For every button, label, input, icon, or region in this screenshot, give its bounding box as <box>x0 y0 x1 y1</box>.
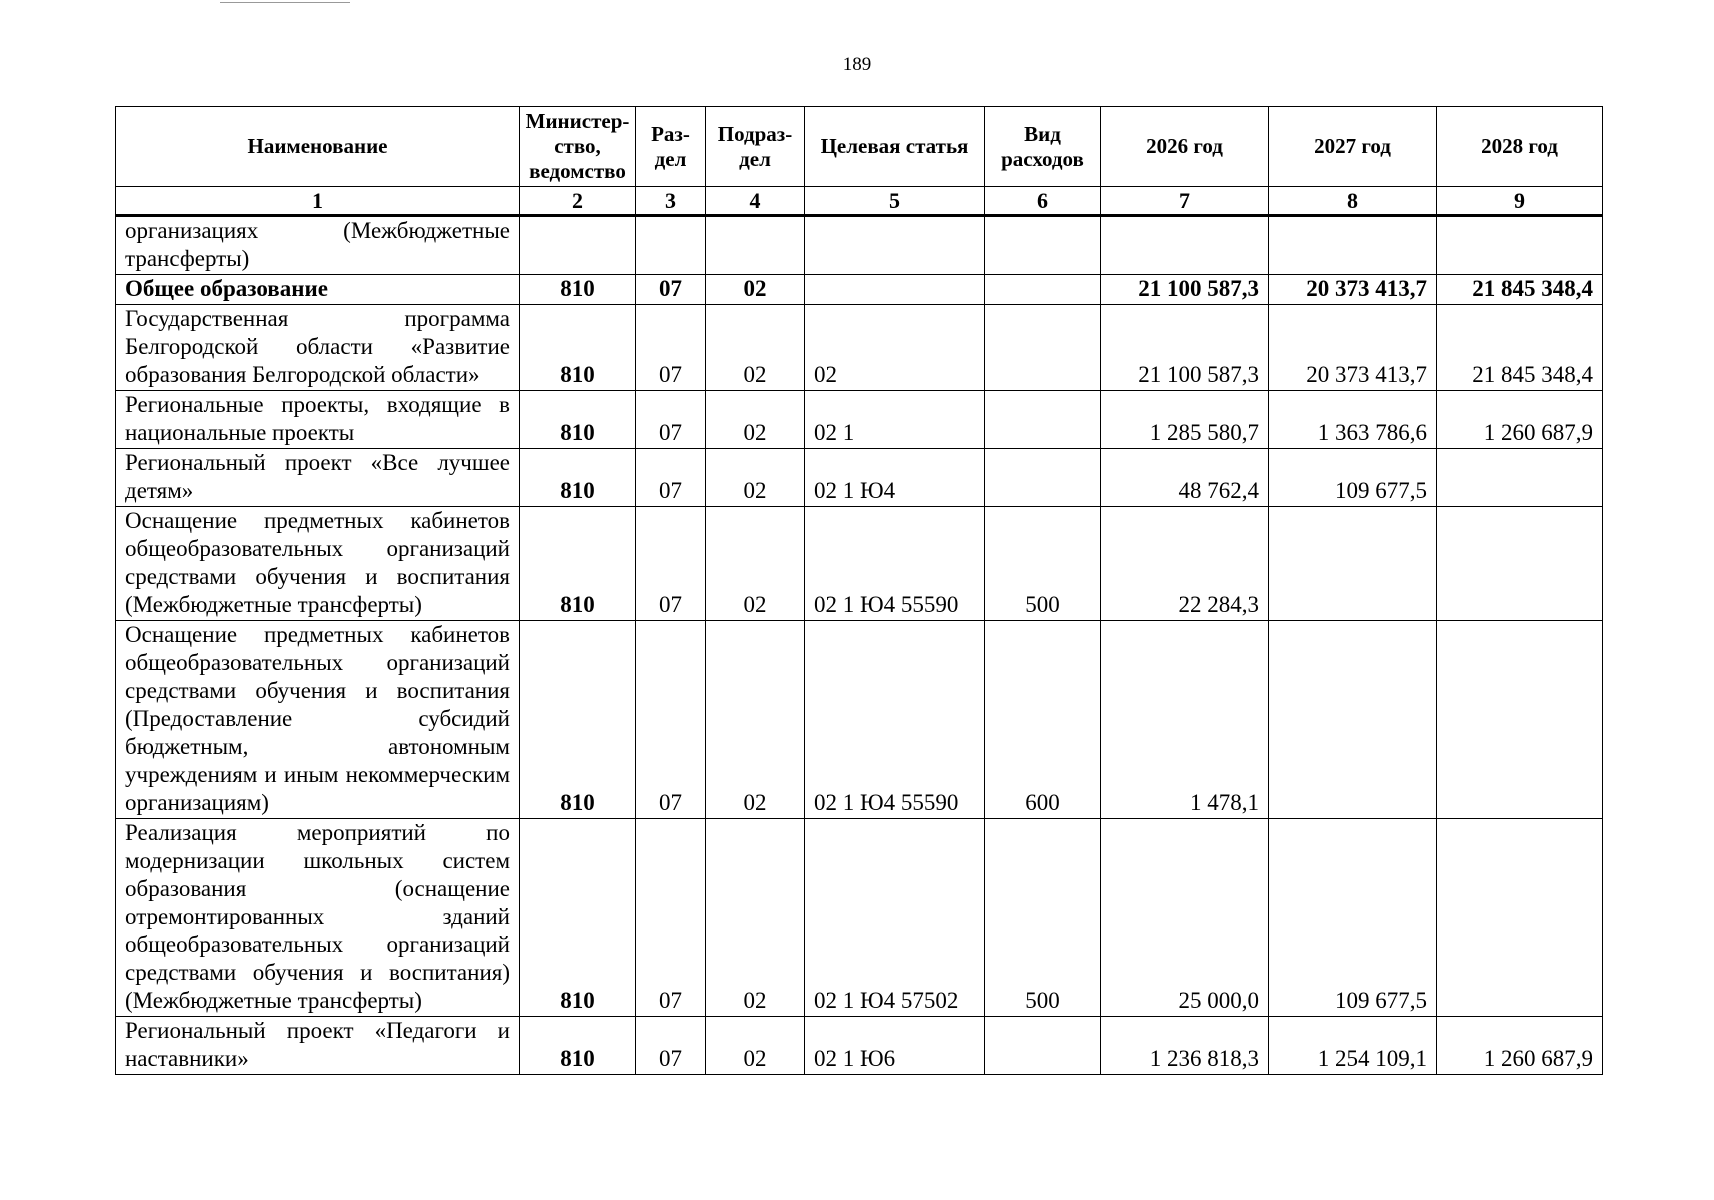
row-expense-type: 500 <box>985 507 1101 621</box>
column-number: 6 <box>985 187 1101 216</box>
row-section: 07 <box>636 275 706 305</box>
header-expense-type: Вид расходов <box>985 107 1101 187</box>
row-target <box>805 216 985 275</box>
table-row <box>116 507 1603 621</box>
page-number: 189 <box>842 54 872 75</box>
row-ministry: 810 <box>520 819 636 1017</box>
row-section: 07 <box>636 305 706 391</box>
row-target: 02 1 Ю6 <box>805 1017 985 1075</box>
row-2027: 20 373 413,7 <box>1269 305 1437 391</box>
row-target: 02 1 Ю4 55590 <box>805 507 985 621</box>
row-2027 <box>1269 216 1437 275</box>
row-2027: 1 363 786,6 <box>1269 391 1437 449</box>
row-2027 <box>1269 507 1437 621</box>
header-ministry: Министер-ство, ведомство <box>520 107 636 187</box>
row-2028: 1 260 687,9 <box>1437 1017 1603 1075</box>
row-2027 <box>1269 621 1437 819</box>
header-section: Раз-дел <box>636 107 706 187</box>
row-2026: 48 762,4 <box>1101 449 1269 507</box>
row-section <box>636 216 706 275</box>
row-target: 02 1 Ю4 55590 <box>805 621 985 819</box>
row-2028 <box>1437 621 1603 819</box>
row-ministry: 810 <box>520 507 636 621</box>
row-name: Оснащение предметных кабинетов общеобразовательных организаций средствами обучения и воспитания (Предоставление субсидий бюджетным, автономным учреждениям и иным некоммерческим организациям) <box>116 621 520 819</box>
row-2028: 21 845 348,4 <box>1437 305 1603 391</box>
budget-table <box>115 106 1603 1075</box>
row-name: Оснащение предметных кабинетов общеобразовательных организаций средствами обучения и воспитания (Межбюджетные трансферты) <box>116 507 520 621</box>
row-2026: 1 478,1 <box>1101 621 1269 819</box>
row-2028 <box>1437 819 1603 1017</box>
row-expense-type <box>985 216 1101 275</box>
column-number: 2 <box>520 187 636 216</box>
table-row <box>116 275 1603 305</box>
row-ministry: 810 <box>520 1017 636 1075</box>
row-ministry: 810 <box>520 275 636 305</box>
row-section: 07 <box>636 621 706 819</box>
row-name: Государственная программа Белгородской области «Развитие образования Белгородской области» <box>116 305 520 391</box>
row-name: Региональный проект «Педагоги и наставники» <box>116 1017 520 1075</box>
table-row <box>116 621 1603 819</box>
table-row <box>116 819 1603 1017</box>
row-2026: 22 284,3 <box>1101 507 1269 621</box>
row-expense-type <box>985 449 1101 507</box>
row-ministry: 810 <box>520 391 636 449</box>
row-expense-type: 600 <box>985 621 1101 819</box>
row-subsection: 02 <box>706 507 805 621</box>
table-row <box>116 305 1603 391</box>
row-subsection: 02 <box>706 819 805 1017</box>
row-name: организациях (Межбюджетные трансферты) <box>116 216 520 275</box>
row-2026: 1 236 818,3 <box>1101 1017 1269 1075</box>
row-2028 <box>1437 216 1603 275</box>
row-name: Региональные проекты, входящие в национальные проекты <box>116 391 520 449</box>
row-2026: 25 000,0 <box>1101 819 1269 1017</box>
row-expense-type: 500 <box>985 819 1101 1017</box>
row-section: 07 <box>636 449 706 507</box>
header-2028: 2028 год <box>1437 107 1603 187</box>
row-target <box>805 275 985 305</box>
table-body <box>116 216 1603 1075</box>
row-subsection: 02 <box>706 1017 805 1075</box>
row-expense-type <box>985 1017 1101 1075</box>
row-name: Общее образование <box>116 275 520 305</box>
header-target: Целевая статья <box>805 107 985 187</box>
header-2027: 2027 год <box>1269 107 1437 187</box>
row-subsection: 02 <box>706 449 805 507</box>
row-subsection: 02 <box>706 305 805 391</box>
row-section: 07 <box>636 819 706 1017</box>
header-row <box>116 107 1603 187</box>
column-number: 5 <box>805 187 985 216</box>
row-ministry: 810 <box>520 305 636 391</box>
row-2028 <box>1437 507 1603 621</box>
row-2027: 109 677,5 <box>1269 819 1437 1017</box>
table-row <box>116 449 1603 507</box>
row-2026: 21 100 587,3 <box>1101 305 1269 391</box>
table-row <box>116 1017 1603 1075</box>
table-row <box>116 216 1603 275</box>
row-expense-type <box>985 305 1101 391</box>
row-subsection: 02 <box>706 275 805 305</box>
row-subsection <box>706 216 805 275</box>
column-number: 8 <box>1269 187 1437 216</box>
header-2026: 2026 год <box>1101 107 1269 187</box>
row-target: 02 <box>805 305 985 391</box>
column-number: 9 <box>1437 187 1603 216</box>
row-2028: 1 260 687,9 <box>1437 391 1603 449</box>
table-row <box>116 391 1603 449</box>
row-ministry <box>520 216 636 275</box>
header-name: Наименование <box>116 107 520 187</box>
row-section: 07 <box>636 391 706 449</box>
row-2028 <box>1437 449 1603 507</box>
row-ministry: 810 <box>520 621 636 819</box>
row-target: 02 1 Ю4 57502 <box>805 819 985 1017</box>
column-number: 3 <box>636 187 706 216</box>
row-expense-type <box>985 275 1101 305</box>
header-subsection: Подраз-дел <box>706 107 805 187</box>
column-number: 7 <box>1101 187 1269 216</box>
column-number-row <box>116 187 1603 216</box>
column-number: 1 <box>116 187 520 216</box>
row-name: Реализация мероприятий по модернизации школьных систем образования (оснащение отремонтированных зданий общеобразовательных организаций средствами обучения и воспитания) (Межбюджетные трансферты) <box>116 819 520 1017</box>
row-2027: 1 254 109,1 <box>1269 1017 1437 1075</box>
row-ministry: 810 <box>520 449 636 507</box>
row-2027: 20 373 413,7 <box>1269 275 1437 305</box>
row-2028: 21 845 348,4 <box>1437 275 1603 305</box>
row-2026 <box>1101 216 1269 275</box>
row-section: 07 <box>636 507 706 621</box>
row-2026: 1 285 580,7 <box>1101 391 1269 449</box>
row-target: 02 1 <box>805 391 985 449</box>
row-2027: 109 677,5 <box>1269 449 1437 507</box>
row-target: 02 1 Ю4 <box>805 449 985 507</box>
row-section: 07 <box>636 1017 706 1075</box>
top-rule <box>220 2 350 3</box>
row-subsection: 02 <box>706 621 805 819</box>
row-subsection: 02 <box>706 391 805 449</box>
row-name: Региональный проект «Все лучшее детям» <box>116 449 520 507</box>
row-2026: 21 100 587,3 <box>1101 275 1269 305</box>
row-expense-type <box>985 391 1101 449</box>
column-number: 4 <box>706 187 805 216</box>
